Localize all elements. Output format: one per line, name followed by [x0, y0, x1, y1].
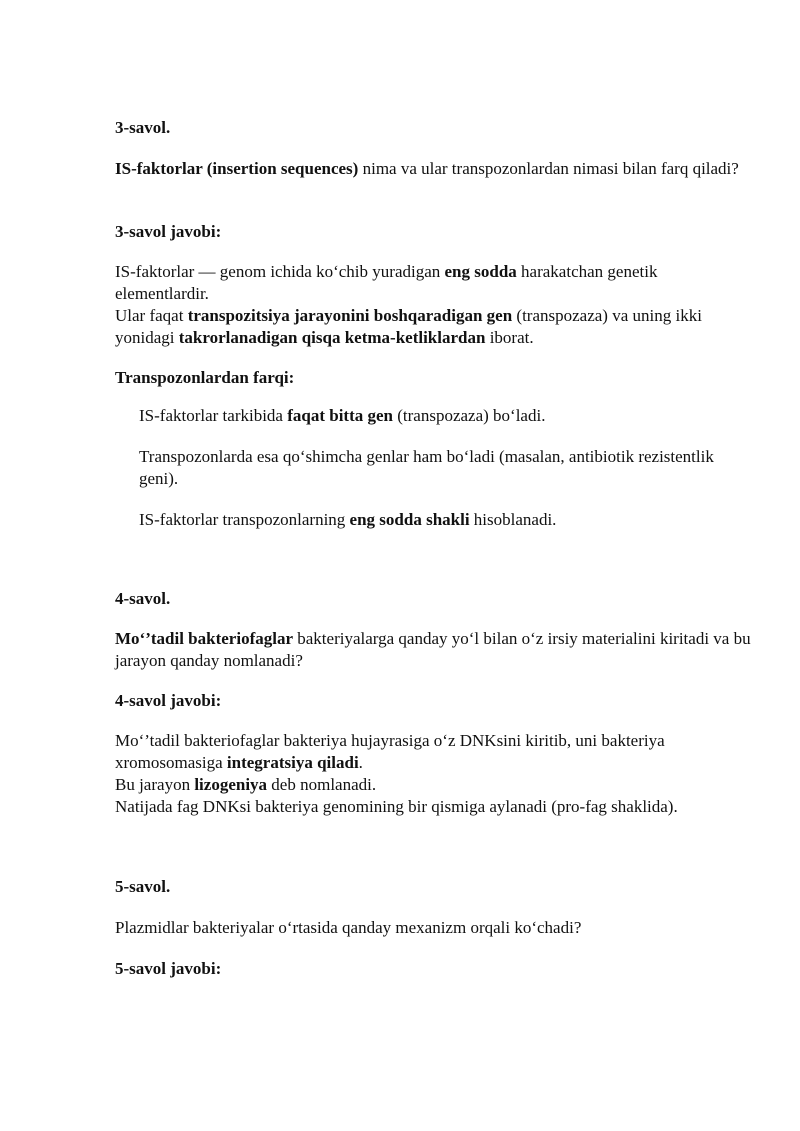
q3-question-term: IS-faktorlar (insertion sequences)	[115, 159, 359, 178]
q4-question-term: Mo‘’tadil bakteriofaglar	[115, 629, 293, 648]
q3-question	[115, 158, 755, 180]
q5-question: Plazmidlar bakteriyalar o‘rtasida qanday mexanizm orqali ko‘chadi?	[115, 918, 582, 937]
q3-diff-heading: Transpozonlardan farqi:	[115, 368, 295, 387]
q3-diff-item-2: Transpozonlarda esa qo‘shimcha genlar ham bo‘ladi (masalan, antibiotik rezistentlik geni).	[139, 447, 714, 488]
q4-answer: Mo‘’tadil bakteriofaglar bakteriya hujayrasiga o‘z DNKsini kiritib, uni bakteriya xromosomasiga integratsiya qiladi. Bu jarayon lizogeniya deb nomlanadi. Natijada fag DNKsi bakteriya genomining bir qismiga aylanadi (pro-fag shaklida).	[115, 731, 678, 816]
q4-answer-heading: 4-savol javobi:	[115, 691, 222, 710]
q3-answer-heading: 3-savol javobi:	[115, 222, 222, 241]
q3-diff-item-1: IS-faktorlar tarkibida faqat bitta gen (transpozaza) bo‘ladi.	[139, 406, 546, 425]
q4-question	[115, 628, 755, 672]
q5-answer-heading: 5-savol javobi:	[115, 959, 222, 978]
q5-heading: 5-savol.	[115, 877, 171, 896]
q4-question-text: bakteriyalarga qanday yo‘l bilan o‘z irsiy materialini kiritadi va bu jarayon qanday nomlanadi?	[115, 629, 751, 670]
q3-heading: 3-savol.	[115, 118, 171, 137]
q4-heading: 4-savol.	[115, 589, 171, 608]
q3-question-text: nima va ular transpozonlardan nimasi bilan farq qiladi?	[358, 159, 739, 178]
q3-diff-item-3: IS-faktorlar transpozonlarning eng sodda shakli hisoblanadi.	[139, 510, 557, 529]
q3-answer: IS-faktorlar — genom ichida ko‘chib yuradigan eng sodda harakatchan genetik elementlardir. Ular faqat transpozitsiya jarayonini boshqaradigan gen (transpozaza) va uning ikki yonidagi takrorlanadigan qisqa ketma-ketliklardan iborat.	[115, 262, 702, 347]
